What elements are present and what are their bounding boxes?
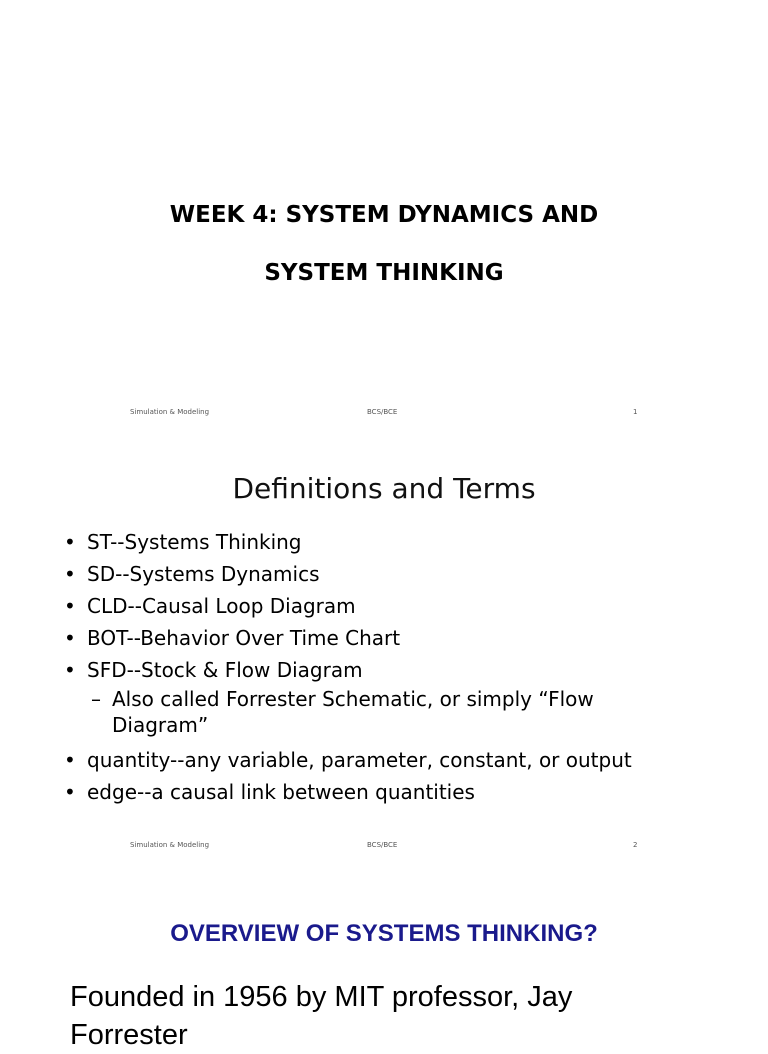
list-item [62,622,672,654]
list-item [62,590,672,622]
list-item [62,558,672,590]
list-item [62,776,672,808]
list-item-text: ST--Systems Thinking [87,530,302,554]
bullet-icon: • [64,594,76,618]
slide-heading: OVERVIEW OF SYSTEMS THINKING? [170,920,598,947]
footer-program: BCS/BCE [367,408,398,416]
bullet-icon: • [64,530,76,554]
footer-course: Simulation & Modeling [130,408,210,416]
slide-2 [0,432,768,864]
list-item-text: CLD--Causal Loop Diagram [87,594,356,618]
slide-title-line-2: SYSTEM THINKING [264,260,504,286]
bullet-icon: • [64,658,76,682]
list-item [62,526,672,558]
slide-1 [0,0,768,432]
list-item-text: SD--Systems Dynamics [87,562,320,586]
slide-heading: Definitions and Terms [232,472,536,505]
dash-icon: – [91,687,101,711]
footer-course: Simulation & Modeling [130,841,210,849]
footer-page-number: 1 [633,408,638,416]
bullet-icon: • [64,626,76,650]
list-item-text: BOT--Behavior Over Time Chart [87,626,401,650]
bullet-icon: • [64,562,76,586]
list-item [62,744,672,776]
list-item [62,654,672,686]
list-item-text: edge--a causal link between quantities [87,780,475,804]
bullet-icon: • [64,748,76,772]
footer-program: BCS/BCE [367,841,398,849]
list-item-text: SFD--Stock & Flow Diagram [87,658,363,682]
slide-3 [0,864,768,1051]
sub-list-item [62,686,672,738]
sub-list-item-text: Also called Forrester Schematic, or simply “Flow Diagram” [112,687,594,737]
list-item-text: quantity--any variable, parameter, constant, or output [87,748,632,772]
slide-title-line-1: WEEK 4: SYSTEM DYNAMICS AND [169,202,599,228]
bullet-icon: • [64,780,76,804]
definitions-list [62,526,672,808]
footer-page-number: 2 [633,841,638,849]
slide-body-text: Founded in 1956 by MIT professor, Jay Forrester [70,981,573,1051]
